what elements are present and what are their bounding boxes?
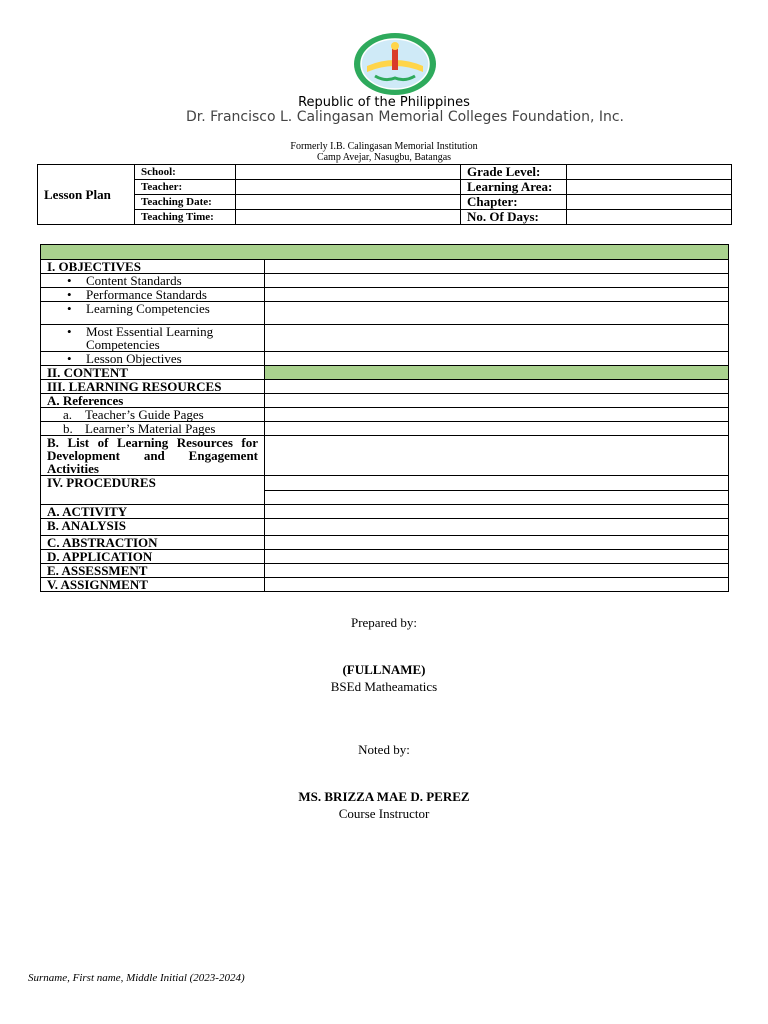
school-seal-logo <box>353 32 437 96</box>
no-of-days-field[interactable] <box>567 210 732 225</box>
list-resources-heading: B. List of Learning Resources for Development and Engagement Activities <box>41 436 265 476</box>
teaching-time-field[interactable] <box>236 210 461 225</box>
green-header-bar <box>41 245 729 260</box>
teaching-date-field[interactable] <box>236 195 461 210</box>
learners-material-label: Learner’s Material Pages <box>85 421 216 436</box>
performance-standards-field[interactable] <box>265 288 729 302</box>
melc-label: • Most Essential Learning Competencies <box>86 324 214 352</box>
melc-item <box>41 325 265 352</box>
prepared-by-label: Prepared by: <box>350 615 418 630</box>
teacher-label: Teacher: <box>135 180 236 195</box>
footer-note: Surname, First name, Middle Initial (2023-2024) <box>28 972 245 984</box>
learners-material-field[interactable] <box>265 422 729 436</box>
list-resources-field[interactable] <box>265 436 729 476</box>
content-heading: II. CONTENT <box>41 366 265 380</box>
noter-role: Course Instructor <box>338 806 430 821</box>
assignment-field[interactable] <box>265 578 729 592</box>
melc-field[interactable] <box>265 325 729 352</box>
no-of-days-label: No. Of Days: <box>461 210 567 225</box>
grade-level-label: Grade Level: <box>461 165 567 180</box>
chapter-field[interactable] <box>567 195 732 210</box>
learning-area-label: Learning Area: <box>461 180 567 195</box>
teacher-field[interactable] <box>236 180 461 195</box>
content-standards-field[interactable] <box>265 274 729 288</box>
chapter-label: Chapter: <box>461 195 567 210</box>
activity-heading: A. ACTIVITY <box>41 505 265 519</box>
preparer-name: (FULLNAME) <box>342 662 426 677</box>
lesson-plan-info-table <box>37 164 732 225</box>
analysis-field[interactable] <box>265 519 729 536</box>
procedures-field-1[interactable] <box>265 476 729 491</box>
objectives-heading: I. OBJECTIVES <box>41 260 265 274</box>
lesson-objectives-label: • Lesson Objectives <box>86 351 182 366</box>
learning-competencies-field[interactable] <box>265 302 729 325</box>
content-field[interactable] <box>265 366 729 380</box>
grade-level-field[interactable] <box>567 165 732 180</box>
learning-resources-heading: III. LEARNING RESOURCES <box>41 380 265 394</box>
formerly-line: Formerly I.B. Calingasan Memorial Institution <box>290 141 478 152</box>
activity-field[interactable] <box>265 505 729 519</box>
lesson-objectives-field[interactable] <box>265 352 729 366</box>
application-field[interactable] <box>265 550 729 564</box>
content-standards-label: • Content Standards <box>86 273 182 288</box>
preparer-role: BSEd Matheamatics <box>330 679 438 694</box>
school-label: School: <box>135 165 236 180</box>
teachers-guide-field[interactable] <box>265 408 729 422</box>
learners-material-item <box>41 422 265 436</box>
teachers-guide-label: Teacher’s Guide Pages <box>85 407 204 422</box>
school-field[interactable] <box>236 165 461 180</box>
performance-standards-item <box>41 288 265 302</box>
references-heading: A. References <box>41 394 265 408</box>
teachers-guide-item <box>41 408 265 422</box>
teaching-date-label: Teaching Date: <box>135 195 236 210</box>
teaching-time-label: Teaching Time: <box>135 210 236 225</box>
objectives-field[interactable] <box>265 260 729 274</box>
address-line: Camp Avejar, Nasugbu, Batangas <box>316 152 452 163</box>
assessment-field[interactable] <box>265 564 729 578</box>
references-field[interactable] <box>265 394 729 408</box>
lesson-plan-title: Lesson Plan <box>38 165 135 225</box>
application-heading: D. APPLICATION <box>41 550 265 564</box>
procedures-field-2[interactable] <box>265 490 729 505</box>
learning-area-field[interactable] <box>567 180 732 195</box>
performance-standards-label: • Performance Standards <box>86 287 207 302</box>
institution-name: Dr. Francisco L. Calingasan Memorial Colleges Foundation, Inc. <box>186 109 624 125</box>
learners-material-marker: b. <box>63 421 73 436</box>
content-standards-item <box>41 274 265 288</box>
abstraction-field[interactable] <box>265 536 729 550</box>
assessment-heading: E. ASSESSMENT <box>41 564 265 578</box>
lesson-objectives-item <box>41 352 265 366</box>
assignment-heading: V. ASSIGNMENT <box>41 578 265 592</box>
lesson-content-table <box>40 244 729 592</box>
analysis-heading: B. ANALYSIS <box>41 519 265 536</box>
learning-resources-field[interactable] <box>265 380 729 394</box>
noter-name: MS. BRIZZA MAE D. PEREZ <box>298 789 470 804</box>
noted-by-label: Noted by: <box>358 742 410 757</box>
abstraction-heading: C. ABSTRACTION <box>41 536 265 550</box>
learning-competencies-item <box>41 302 265 325</box>
procedures-heading: IV. PROCEDURES <box>41 476 265 505</box>
learning-competencies-label: • Learning Competencies <box>86 301 210 316</box>
republic-heading: Republic of the Philippines <box>298 95 470 110</box>
teachers-guide-marker: a. <box>63 407 73 422</box>
